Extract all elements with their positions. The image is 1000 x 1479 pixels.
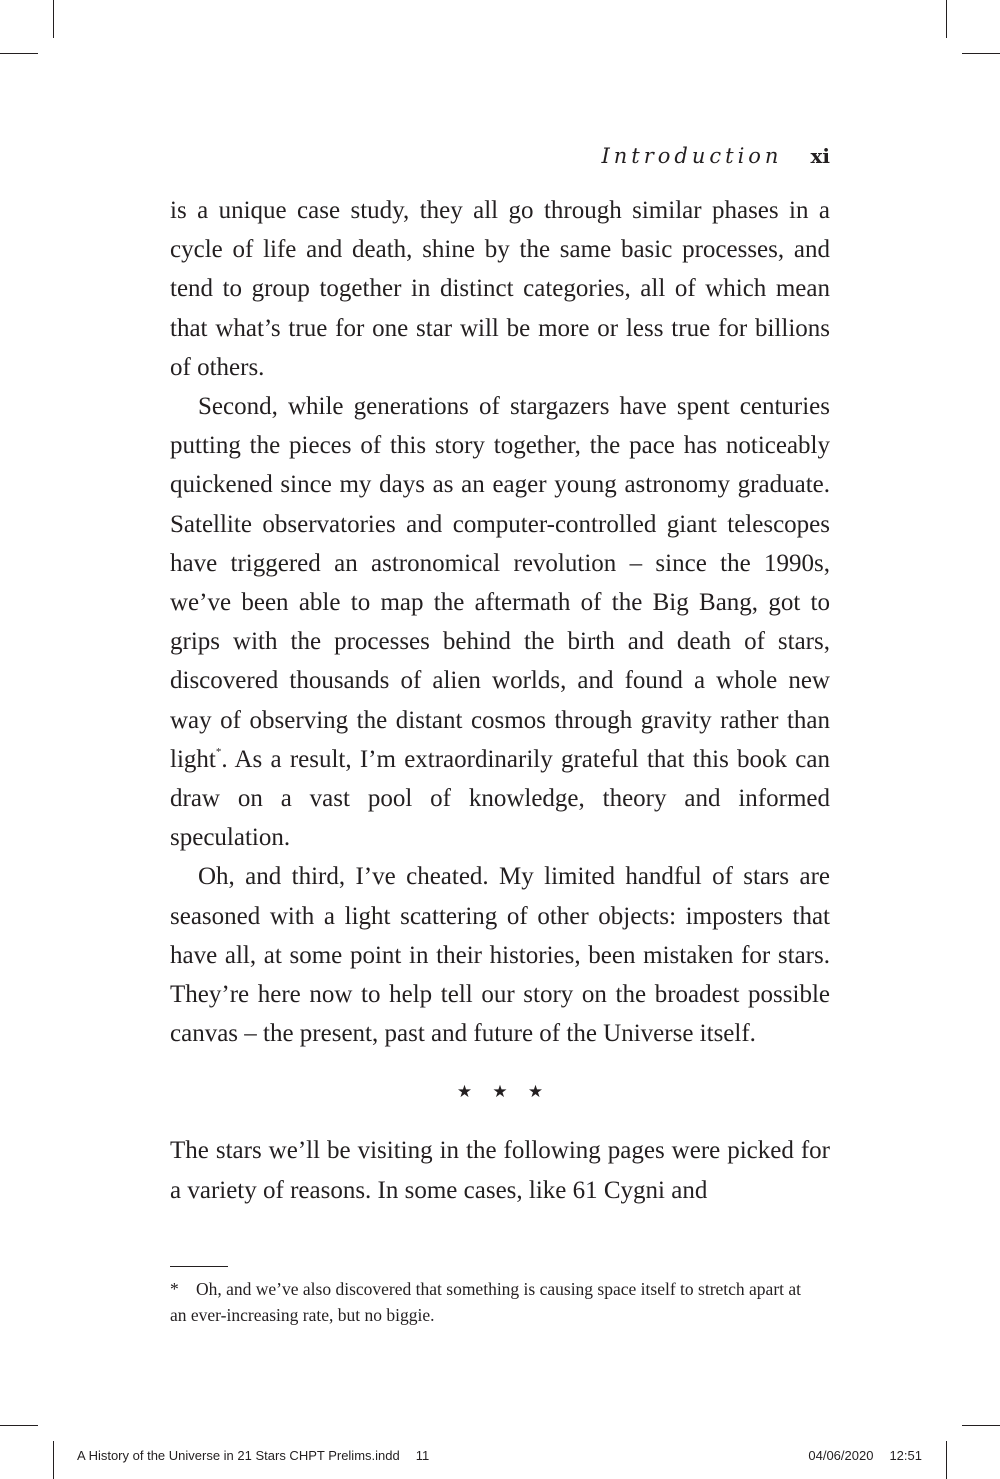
slug-page: 11 bbox=[415, 1448, 430, 1463]
crop-mark-bottom-right-horizontal bbox=[962, 1425, 1000, 1426]
crop-mark-bottom-left-vertical bbox=[53, 1441, 54, 1479]
crop-mark-bottom-left-horizontal bbox=[0, 1425, 38, 1426]
paragraph-second bbox=[170, 387, 830, 857]
paragraph-continued: is a unique case study, they all go through similar phases in a cycle of life and death, shine by the same basic processes, and tend to group together in distinct categories, all of which mean that what’s true for one star will be more or less true for billions of others. bbox=[170, 197, 830, 381]
paragraph-new-section: The stars we’ll be visiting in the following pages were picked for a variety of reasons. In some cases, like 61 Cygni and bbox=[170, 1137, 830, 1204]
crop-mark-top-right-horizontal bbox=[962, 53, 1000, 54]
crop-mark-top-right-vertical bbox=[946, 0, 947, 38]
footnote-marker: * bbox=[170, 1279, 179, 1299]
slug-time: 12:51 bbox=[889, 1448, 922, 1463]
crop-mark-top-left-vertical bbox=[53, 0, 54, 38]
body-text bbox=[170, 191, 830, 1210]
slug-file-info bbox=[77, 1448, 429, 1463]
paragraph-second-text-end: . As a result, I’m extraordinarily grateful that this book can draw on a vast pool of knowledge, theory and informed speculation. bbox=[170, 745, 830, 852]
footnote-text: Oh, and we’ve also discovered that something is causing space itself to stretch apart at an ever-increasing rate, but no biggie. bbox=[170, 1279, 802, 1325]
section-break-stars: ★ ★ ★ bbox=[456, 1082, 552, 1102]
page-number: xi bbox=[810, 144, 830, 168]
slug-file-name: A History of the Universe in 21 Stars CHPT Prelims.indd bbox=[77, 1448, 400, 1463]
running-head bbox=[601, 141, 830, 171]
footnote-rule bbox=[170, 1266, 228, 1267]
footnote-reference[interactable]: * bbox=[215, 745, 222, 758]
slug-date: 04/06/2020 bbox=[808, 1448, 874, 1463]
running-head-title: Introduction bbox=[601, 144, 783, 168]
slug-timestamp bbox=[808, 1448, 922, 1463]
footnote bbox=[170, 1276, 820, 1328]
crop-mark-bottom-right-vertical bbox=[946, 1441, 947, 1479]
paragraph-third: Oh, and third, I’ve cheated. My limited handful of stars are seasoned with a light scattering of other objects: imposters that have all, at some point in their histories, been mistaken for stars. They’re here now to help tell our story on the broadest possible canvas – the present, past and future of the Universe itself. bbox=[170, 863, 830, 1048]
crop-mark-top-left-horizontal bbox=[0, 53, 38, 54]
paragraph-second-text: Second, while generations of stargazers have spent centuries putting the pieces of this story together, the pace has noticeably quickened since my days as an eager young astronomy graduate. Satellite observatories and computer-controlled giant telescopes have triggered an astronomical revolution – since the 1990s, we’ve been able to map the aftermath of the Big Bang, got to grips with the processes behind the birth and death of stars, discovered thousands of alien worlds, and found a whole new way of observing the distant cosmos through gravity rather than light bbox=[170, 393, 830, 773]
